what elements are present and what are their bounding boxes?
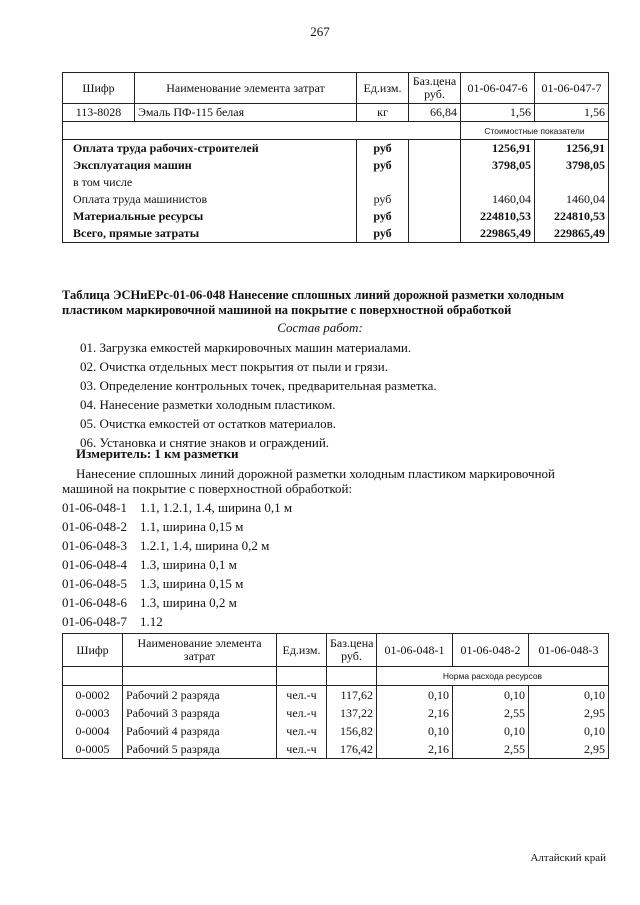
header-name: Наименование элемента затрат — [135, 73, 357, 104]
cost-row — [63, 208, 609, 225]
code-text: 1.1, 1.2.1, 1.4, ширина 0,1 м — [140, 500, 293, 515]
cost-value-1 — [461, 174, 535, 191]
cost-unit: руб — [357, 157, 409, 174]
code-id: 01-06-048-2 — [62, 519, 127, 534]
header-code: Шифр — [63, 73, 135, 104]
section-title: Таблица ЭСНиЕРс-01-06-048 Нанесение сплошных линий дорожной разметки холодным пластиком маркировочной машиной на покрытие с поверхностной обработкой — [62, 288, 565, 317]
header-unit: Ед.изм. — [277, 634, 327, 667]
list-item: 05. Очистка емкостей от остатков материалов. — [80, 416, 336, 431]
row-code: 0-0005 — [63, 740, 123, 759]
cost-value-2: 3798,05 — [535, 157, 609, 174]
row-value-2: 2,55 — [453, 704, 529, 722]
row-price: 137,22 — [327, 704, 377, 722]
row-value-3: 2,95 — [529, 740, 609, 759]
cost-row — [63, 157, 609, 174]
description: Нанесение сплошных линий дорожной разметки холодным пластиком маркировочной машиной на покрытие с поверхностной обработкой: — [62, 466, 556, 496]
cost-row-total — [63, 225, 609, 243]
table-row — [63, 722, 609, 740]
code-text: 1.2.1, 1.4, ширина 0,2 м — [140, 538, 270, 553]
list-item — [62, 555, 292, 574]
header-unit: Ед.изм. — [357, 73, 409, 104]
header-col-1: 01-06-047-6 — [461, 73, 535, 104]
cost-value-2: 224810,53 — [535, 208, 609, 225]
list-item — [62, 498, 292, 517]
row-value-3: 0,10 — [529, 722, 609, 740]
code-text: 1.3, ширина 0,1 м — [140, 557, 237, 572]
cost-value-1: 1256,91 — [461, 140, 535, 158]
code-list — [62, 498, 292, 631]
cost-indicators-label: Стоимостные показатели — [461, 122, 609, 140]
row-unit: чел.-ч — [277, 704, 327, 722]
row-name: Рабочий 3 разряда — [123, 704, 277, 722]
code-id: 01-06-048-3 — [62, 538, 127, 553]
cost-value-2: 1256,91 — [535, 140, 609, 158]
row-value-1: 1,56 — [461, 104, 535, 122]
list-item — [62, 612, 292, 631]
list-item: 01. Загрузка емкостей маркировочных машин материалами. — [80, 340, 412, 355]
row-name: Рабочий 2 разряда — [123, 686, 277, 705]
cost-value-1: 3798,05 — [461, 157, 535, 174]
cost-name: Оплата труда рабочих-строителей — [63, 140, 357, 158]
code-id: 01-06-048-5 — [62, 576, 127, 591]
row-name: Рабочий 5 разряда — [123, 740, 277, 759]
cost-value-2 — [535, 174, 609, 191]
row-code: 113-8028 — [63, 104, 135, 122]
region-footer: Алтайский край — [530, 852, 606, 864]
row-value-1: 2,16 — [377, 740, 453, 759]
row-price: 156,82 — [327, 722, 377, 740]
table-row — [63, 704, 609, 722]
cost-row — [63, 140, 609, 158]
row-unit: чел.-ч — [277, 740, 327, 759]
row-unit: чел.-ч — [277, 686, 327, 705]
header-price: Баз.цена руб. — [327, 634, 377, 667]
row-code: 0-0002 — [63, 686, 123, 705]
row-price: 176,42 — [327, 740, 377, 759]
row-value-2: 0,10 — [453, 722, 529, 740]
row-value-3: 0,10 — [529, 686, 609, 705]
cost-unit: руб — [357, 208, 409, 225]
table-header-row — [63, 634, 609, 667]
cost-value-1: 224810,53 — [461, 208, 535, 225]
list-item — [62, 574, 292, 593]
cost-unit: руб — [357, 191, 409, 208]
cost-unit — [357, 174, 409, 191]
header-price: Баз.цена руб. — [409, 73, 461, 104]
row-value-3: 2,95 — [529, 704, 609, 722]
row-code: 0-0003 — [63, 704, 123, 722]
table-header-row — [63, 73, 609, 104]
header-code: Шифр — [63, 634, 123, 667]
row-value-1: 0,10 — [377, 686, 453, 705]
cost-name: Всего, прямые затраты — [63, 225, 357, 243]
cost-name: Эксплуатация машин — [63, 157, 357, 174]
row-value-1: 2,16 — [377, 704, 453, 722]
norm-label: Норма расхода ресурсов — [377, 667, 609, 686]
cost-name: Материальные ресурсы — [63, 208, 357, 225]
cost-value-2: 1460,04 — [535, 191, 609, 208]
list-item — [62, 517, 292, 536]
row-name: Рабочий 4 разряда — [123, 722, 277, 740]
cost-value-1: 229865,49 — [461, 225, 535, 243]
list-item — [62, 536, 292, 555]
cost-name: Оплата труда машинистов — [63, 191, 357, 208]
work-list — [80, 338, 437, 452]
norm-label-row — [63, 667, 609, 686]
code-id: 01-06-048-7 — [62, 614, 127, 629]
code-id: 01-06-048-1 — [62, 500, 127, 515]
list-item — [62, 593, 292, 612]
row-code: 0-0004 — [63, 722, 123, 740]
row-unit: кг — [357, 104, 409, 122]
header-col-2: 01-06-047-7 — [535, 73, 609, 104]
code-text: 1.1, ширина 0,15 м — [140, 519, 244, 534]
code-id: 01-06-048-4 — [62, 557, 127, 572]
row-unit: чел.-ч — [277, 722, 327, 740]
list-item: 03. Определение контрольных точек, предварительная разметка. — [80, 378, 437, 393]
cost-table-047 — [62, 72, 609, 243]
list-item: 06. Установка и снятие знаков и ограждений. — [80, 435, 330, 450]
cost-unit: руб — [357, 140, 409, 158]
code-text: 1.12 — [140, 614, 163, 629]
measure-unit: Измеритель: 1 км разметки — [76, 446, 239, 461]
cost-label-row — [63, 122, 609, 140]
code-text: 1.3, ширина 0,2 м — [140, 595, 237, 610]
cost-value-1: 1460,04 — [461, 191, 535, 208]
cost-name: в том числе — [63, 174, 357, 191]
header-name: Наименование элемента затрат — [123, 634, 277, 667]
header-col-3: 01-06-048-3 — [529, 634, 609, 667]
row-value-2: 2,55 — [453, 740, 529, 759]
row-name: Эмаль ПФ-115 белая — [135, 104, 357, 122]
cost-unit: руб — [357, 225, 409, 243]
code-id: 01-06-048-6 — [62, 595, 127, 610]
work-composition-title: Состав работ: — [277, 320, 363, 335]
code-text: 1.3, ширина 0,15 м — [140, 576, 244, 591]
list-item: 04. Нанесение разметки холодным пластиком. — [80, 397, 336, 412]
row-value-1: 0,10 — [377, 722, 453, 740]
header-col-1: 01-06-048-1 — [377, 634, 453, 667]
cost-row — [63, 191, 609, 208]
header-col-2: 01-06-048-2 — [453, 634, 529, 667]
row-price: 117,62 — [327, 686, 377, 705]
row-value-2: 1,56 — [535, 104, 609, 122]
table-row — [63, 686, 609, 705]
page-number: 267 — [310, 24, 330, 39]
row-value-2: 0,10 — [453, 686, 529, 705]
row-price: 66,84 — [409, 104, 461, 122]
table-row — [63, 740, 609, 759]
cost-row — [63, 174, 609, 191]
list-item: 02. Очистка отдельных мест покрытия от пыли и грязи. — [80, 359, 388, 374]
table-row — [63, 104, 609, 122]
cost-value-2: 229865,49 — [535, 225, 609, 243]
resource-table-048 — [62, 633, 609, 759]
